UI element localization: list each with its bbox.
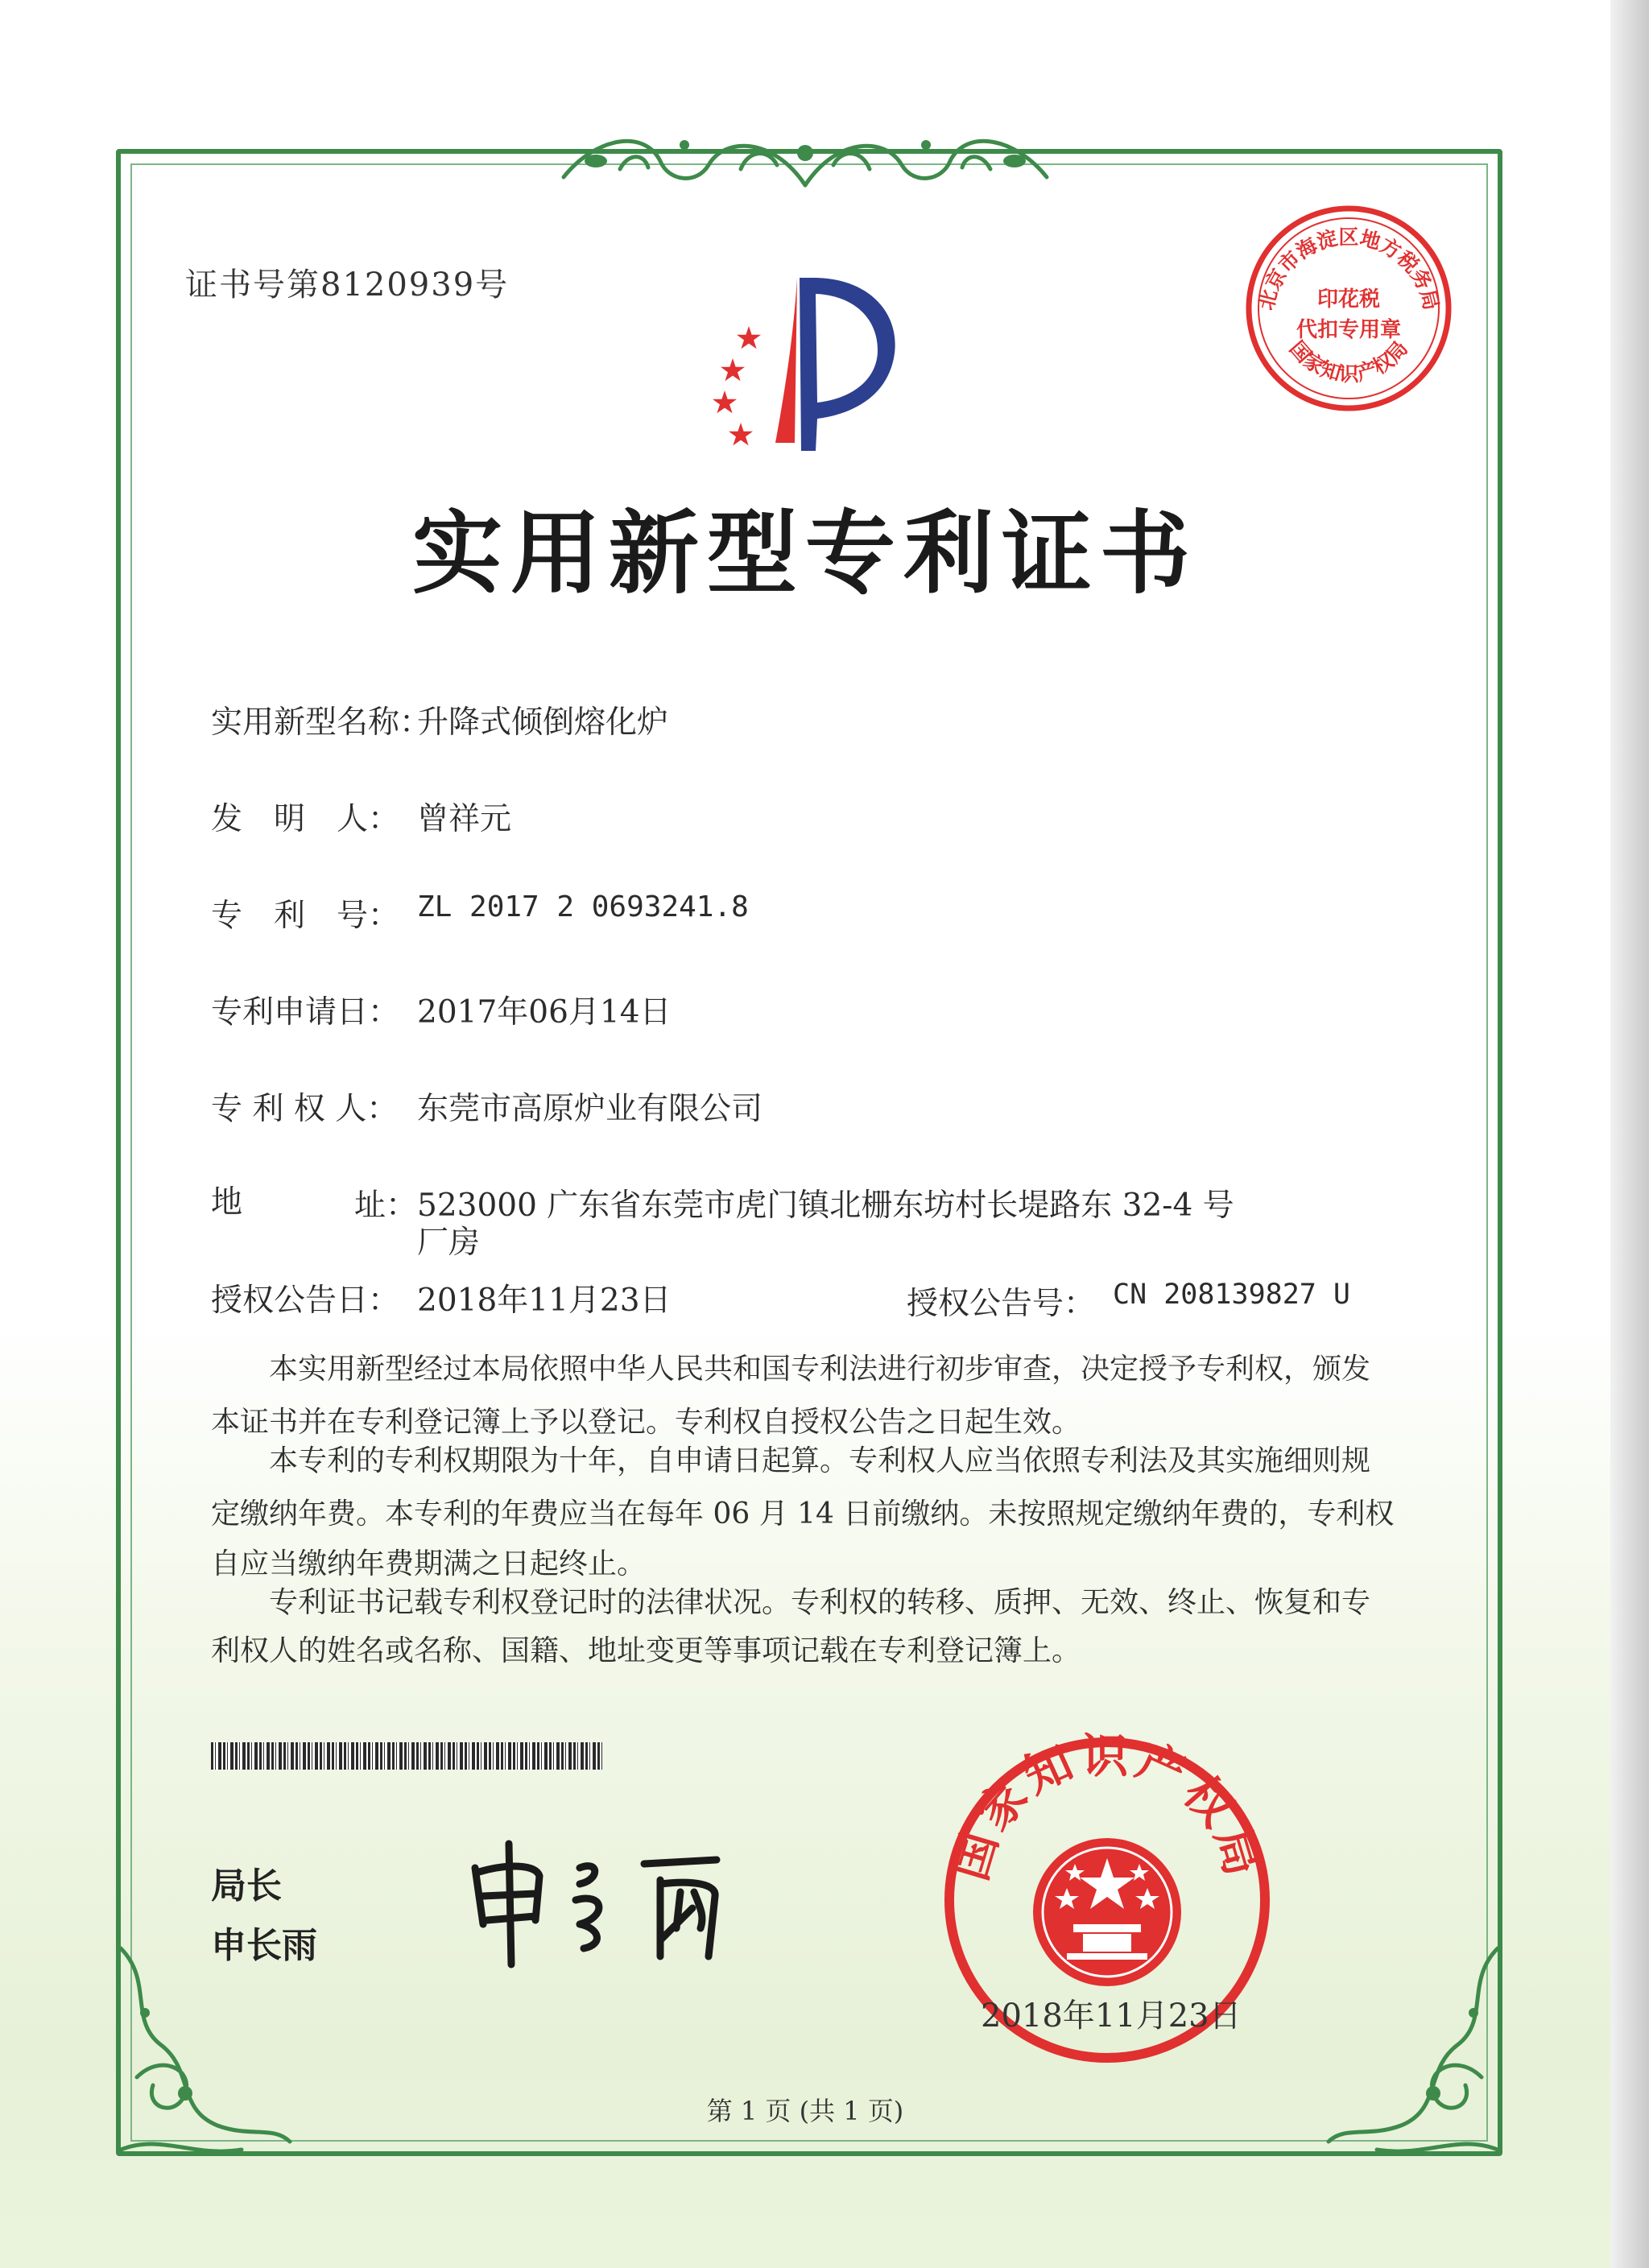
top-ornament <box>548 121 1063 201</box>
patent-holder-label: 专 利 权 人： <box>211 1091 399 1127</box>
tax-stamp-center-2: 代扣专用章 <box>1296 318 1402 342</box>
seal-ring-text: 国家知识产权局 <box>942 1731 1272 1887</box>
name-value: 升降式倾倒熔化炉 <box>417 704 669 741</box>
tax-stamp <box>1240 200 1457 417</box>
p-letter-icon <box>800 278 895 451</box>
seal-date: 2018年11月23日 <box>981 1997 1242 2035</box>
grant-number-value: CN 208139827 U <box>1113 1279 1351 1311</box>
grant-date-label: 授权公告日： <box>211 1283 400 1319</box>
grant-number-label: 授权公告号： <box>907 1286 1096 1322</box>
grant-date-value: 2018年11月23日 <box>417 1283 672 1319</box>
paragraph-3-line-2: 利权人的姓名或名称、国籍、地址变更等事项记载在专利登记簿上。 <box>211 1634 1081 1667</box>
tax-stamp-ring-text: 北京市海淀区地方税务局 <box>1254 225 1444 313</box>
address-label-end: 址： <box>354 1188 418 1224</box>
barcode <box>211 1742 602 1770</box>
chief-name: 申长雨 <box>211 1925 317 1966</box>
bottom-left-ornament <box>97 1932 298 2174</box>
page-indicator: 第 1 页 (共 1 页) <box>706 2096 904 2126</box>
national-emblem-icon <box>1033 1838 1181 1986</box>
certificate-number: 证书号第8120939号 <box>185 266 510 304</box>
paragraph-1-line-1: 本实用新型经过本局依照中华人民共和国专利法进行初步审查，决定授予专利权，颁发 <box>211 1353 1371 1386</box>
paragraph-1-line-2: 本证书并在专利登记簿上予以登记。专利权自授权公告之日起生效。 <box>211 1406 1081 1439</box>
handwritten-signature <box>459 1836 813 1973</box>
filing-date-label: 专利申请日： <box>211 994 400 1031</box>
patent-office-logo <box>680 270 922 463</box>
inventor-label: 发 明 人： <box>211 801 400 837</box>
tax-stamp-center-1: 印花税 <box>1316 287 1381 312</box>
patent-holder-value: 东莞市高原炉业有限公司 <box>417 1091 763 1127</box>
address-label-start: 地 <box>211 1184 243 1221</box>
svg-text:国家知识产权局 <box>1285 337 1412 386</box>
filing-date-value: 2017年06月14日 <box>417 994 672 1031</box>
scan-edge <box>1610 0 1649 2268</box>
address-line-2: 厂房 <box>417 1225 481 1261</box>
stars-icon <box>713 278 797 445</box>
patent-number-value: ZL 2017 2 0693241.8 <box>417 890 749 923</box>
paragraph-2-line-3: 自应当缴纳年费期满之日起终止。 <box>211 1547 647 1580</box>
name-label: 实用新型名称： <box>211 704 432 741</box>
bottom-right-ornament <box>1320 1932 1522 2174</box>
paragraph-3-line-1: 专利证书记载专利权登记时的法律状况。专利权的转移、质押、无效、终止、恢复和专 <box>211 1586 1371 1619</box>
patent-number-label: 专 利 号： <box>211 898 400 934</box>
certificate-title: 实用新型专利证书 <box>412 501 1198 606</box>
paragraph-2-line-2: 定缴纳年费。本专利的年费应当在每年 06 月 14 日前缴纳。未按照规定缴纳年费的，专利权 <box>211 1498 1395 1531</box>
inventor-value: 曾祥元 <box>417 801 512 837</box>
address-line-1: 523000 广东省东莞市虎门镇北栅东坊村长堤路东 32-4 号 <box>417 1188 1234 1224</box>
paragraph-2-line-1: 本专利的专利权期限为十年，自申请日起算。专利权人应当依照专利法及其实施细则规 <box>211 1444 1371 1477</box>
chief-title: 局长 <box>211 1865 282 1907</box>
tax-stamp-bottom-text: 国家知识产权局 <box>1284 337 1413 386</box>
